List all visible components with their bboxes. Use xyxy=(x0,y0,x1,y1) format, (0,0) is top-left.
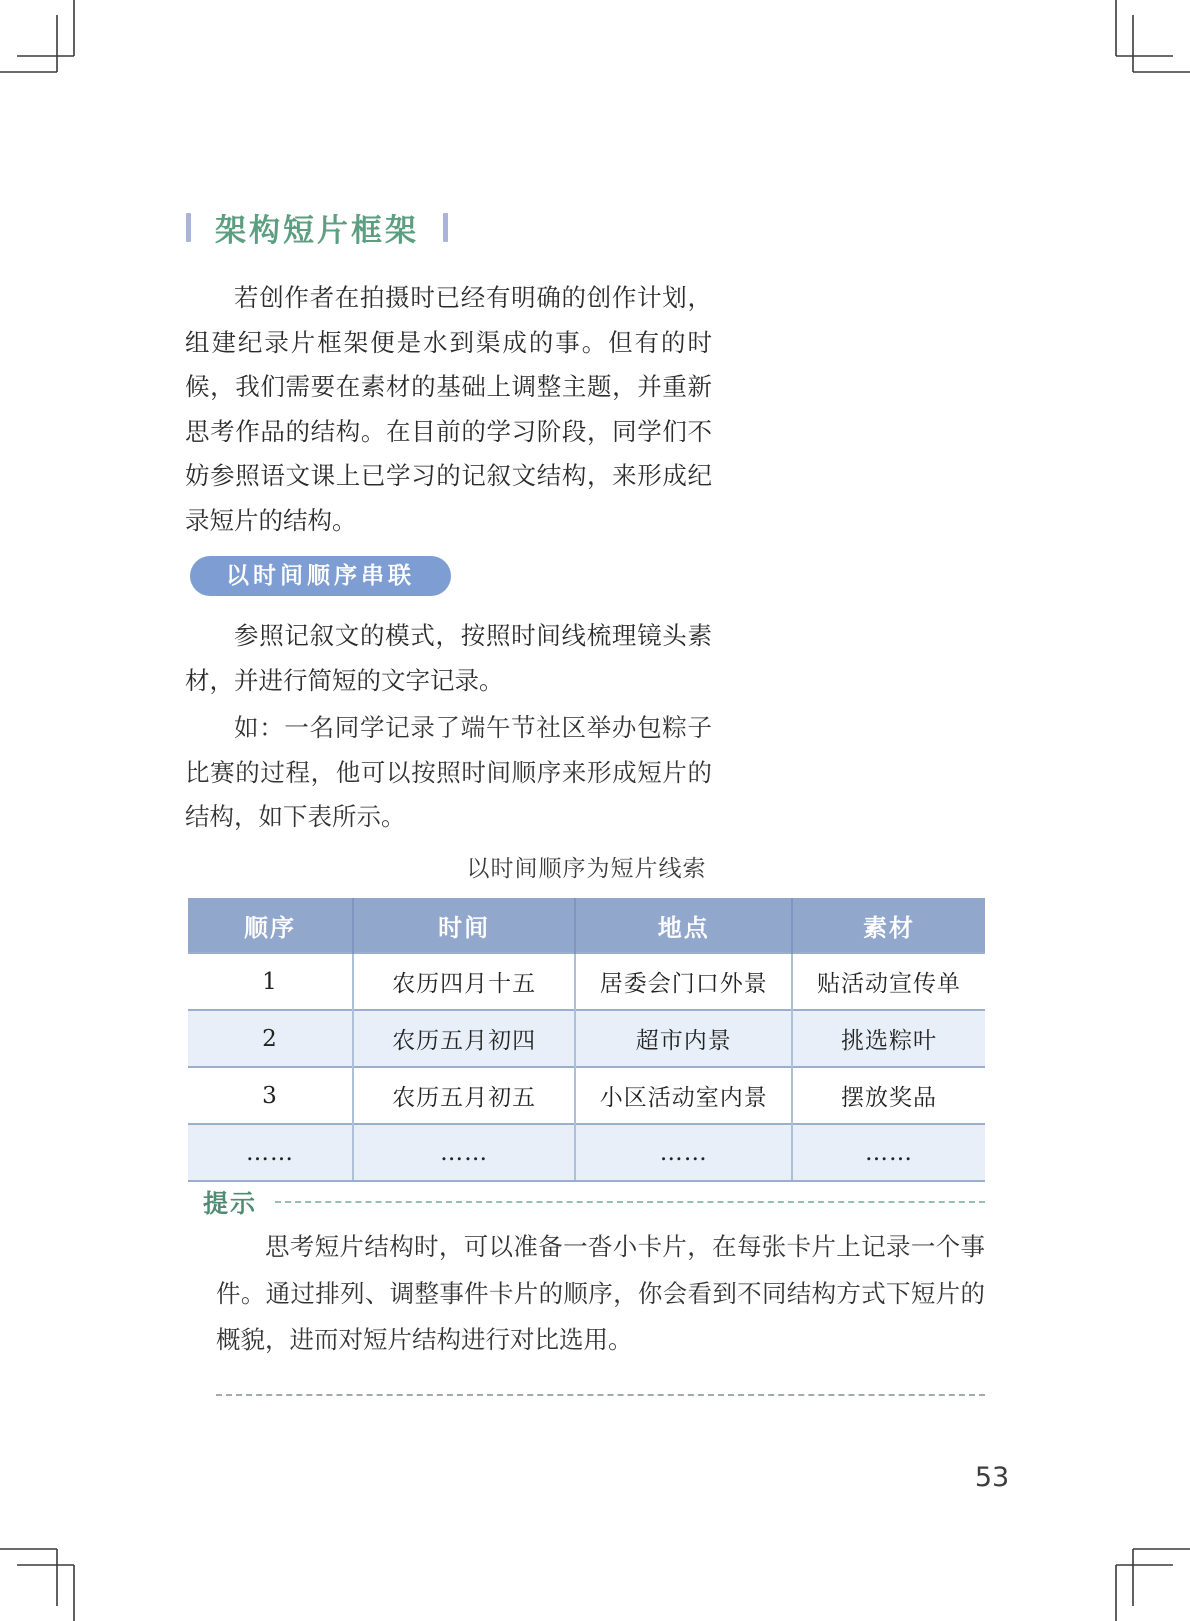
method-paragraph: 参照记叙文的模式，按照时间线梳理镜头素材，并进行简短的文字记录。 xyxy=(185,621,712,695)
table-cell: 2 xyxy=(188,1010,353,1067)
section-title-row xyxy=(186,206,448,248)
crop-mark-bottom-left-icon xyxy=(0,1541,80,1621)
table-cell: 居委会门口外景 xyxy=(575,953,792,1010)
hint-header xyxy=(203,1184,985,1220)
timeline-table xyxy=(188,898,985,1182)
table-cell: …… xyxy=(792,1124,985,1181)
table-row xyxy=(188,1067,985,1124)
table-cell: …… xyxy=(575,1124,792,1181)
table-row xyxy=(188,1124,985,1181)
page-title: 架构短片框架 xyxy=(215,212,419,249)
example-paragraph: 如：一名同学记录了端午节社区举办包粽子比赛的过程，他可以按照时间顺序来形成短片的结构，如下表所示。 xyxy=(185,713,712,831)
table-row xyxy=(188,1010,985,1067)
table-header-cell: 时间 xyxy=(353,898,575,953)
table-cell: 挑选粽叶 xyxy=(792,1010,985,1067)
table-cell: 农历五月初五 xyxy=(353,1067,575,1124)
hint-paragraph: 思考短片结构时，可以准备一沓小卡片，在每张卡片上记录一个事件。通过排列、调整事件卡片的顺序，你会看到不同结构方式下短片的概貌，进而对短片结构进行对比选用。 xyxy=(216,1232,985,1354)
crop-mark-bottom-right-icon xyxy=(1110,1541,1190,1621)
table-header-cell: 地点 xyxy=(575,898,792,953)
table-cell: …… xyxy=(353,1124,575,1181)
hint-label: 提示 xyxy=(203,1189,258,1218)
table-header-cell: 素材 xyxy=(792,898,985,953)
crop-mark-top-left-icon xyxy=(0,0,80,80)
table-cell: 农历五月初四 xyxy=(353,1010,575,1067)
intro-paragraph: 若创作者在拍摄时已经有明确的创作计划，组建纪录片框架便是水到渠成的事。但有的时候，我们需要在素材的基础上调整主题，并重新思考作品的结构。在目前的学习阶段，同学们不妨参照语文课上已学习的记叙文结构，来形成纪录短片的结构。 xyxy=(185,283,712,535)
table-cell: 超市内景 xyxy=(575,1010,792,1067)
table-cell: 3 xyxy=(188,1067,353,1124)
table-cell: …… xyxy=(188,1124,353,1181)
hint-bottom-dashed-divider xyxy=(216,1394,985,1396)
table-header-row xyxy=(188,898,985,953)
table-cell: 农历四月十五 xyxy=(353,953,575,1010)
page-number: 53 xyxy=(974,1462,1010,1493)
hint-top-dashed-divider xyxy=(275,1201,985,1203)
table-cell: 摆放奖品 xyxy=(792,1067,985,1124)
table-header-cell: 顺序 xyxy=(188,898,353,953)
table-row xyxy=(188,953,985,1010)
title-accent-bar-left-icon xyxy=(186,213,191,242)
table-cell: 1 xyxy=(188,953,353,1010)
subsection-badge: 以时间顺序串联 xyxy=(190,556,451,596)
crop-mark-top-right-icon xyxy=(1110,0,1190,80)
table-cell: 贴活动宣传单 xyxy=(792,953,985,1010)
table-cell: 小区活动室内景 xyxy=(575,1067,792,1124)
title-accent-bar-right-icon xyxy=(443,213,448,242)
table-caption: 以时间顺序为短片线索 xyxy=(466,856,707,882)
